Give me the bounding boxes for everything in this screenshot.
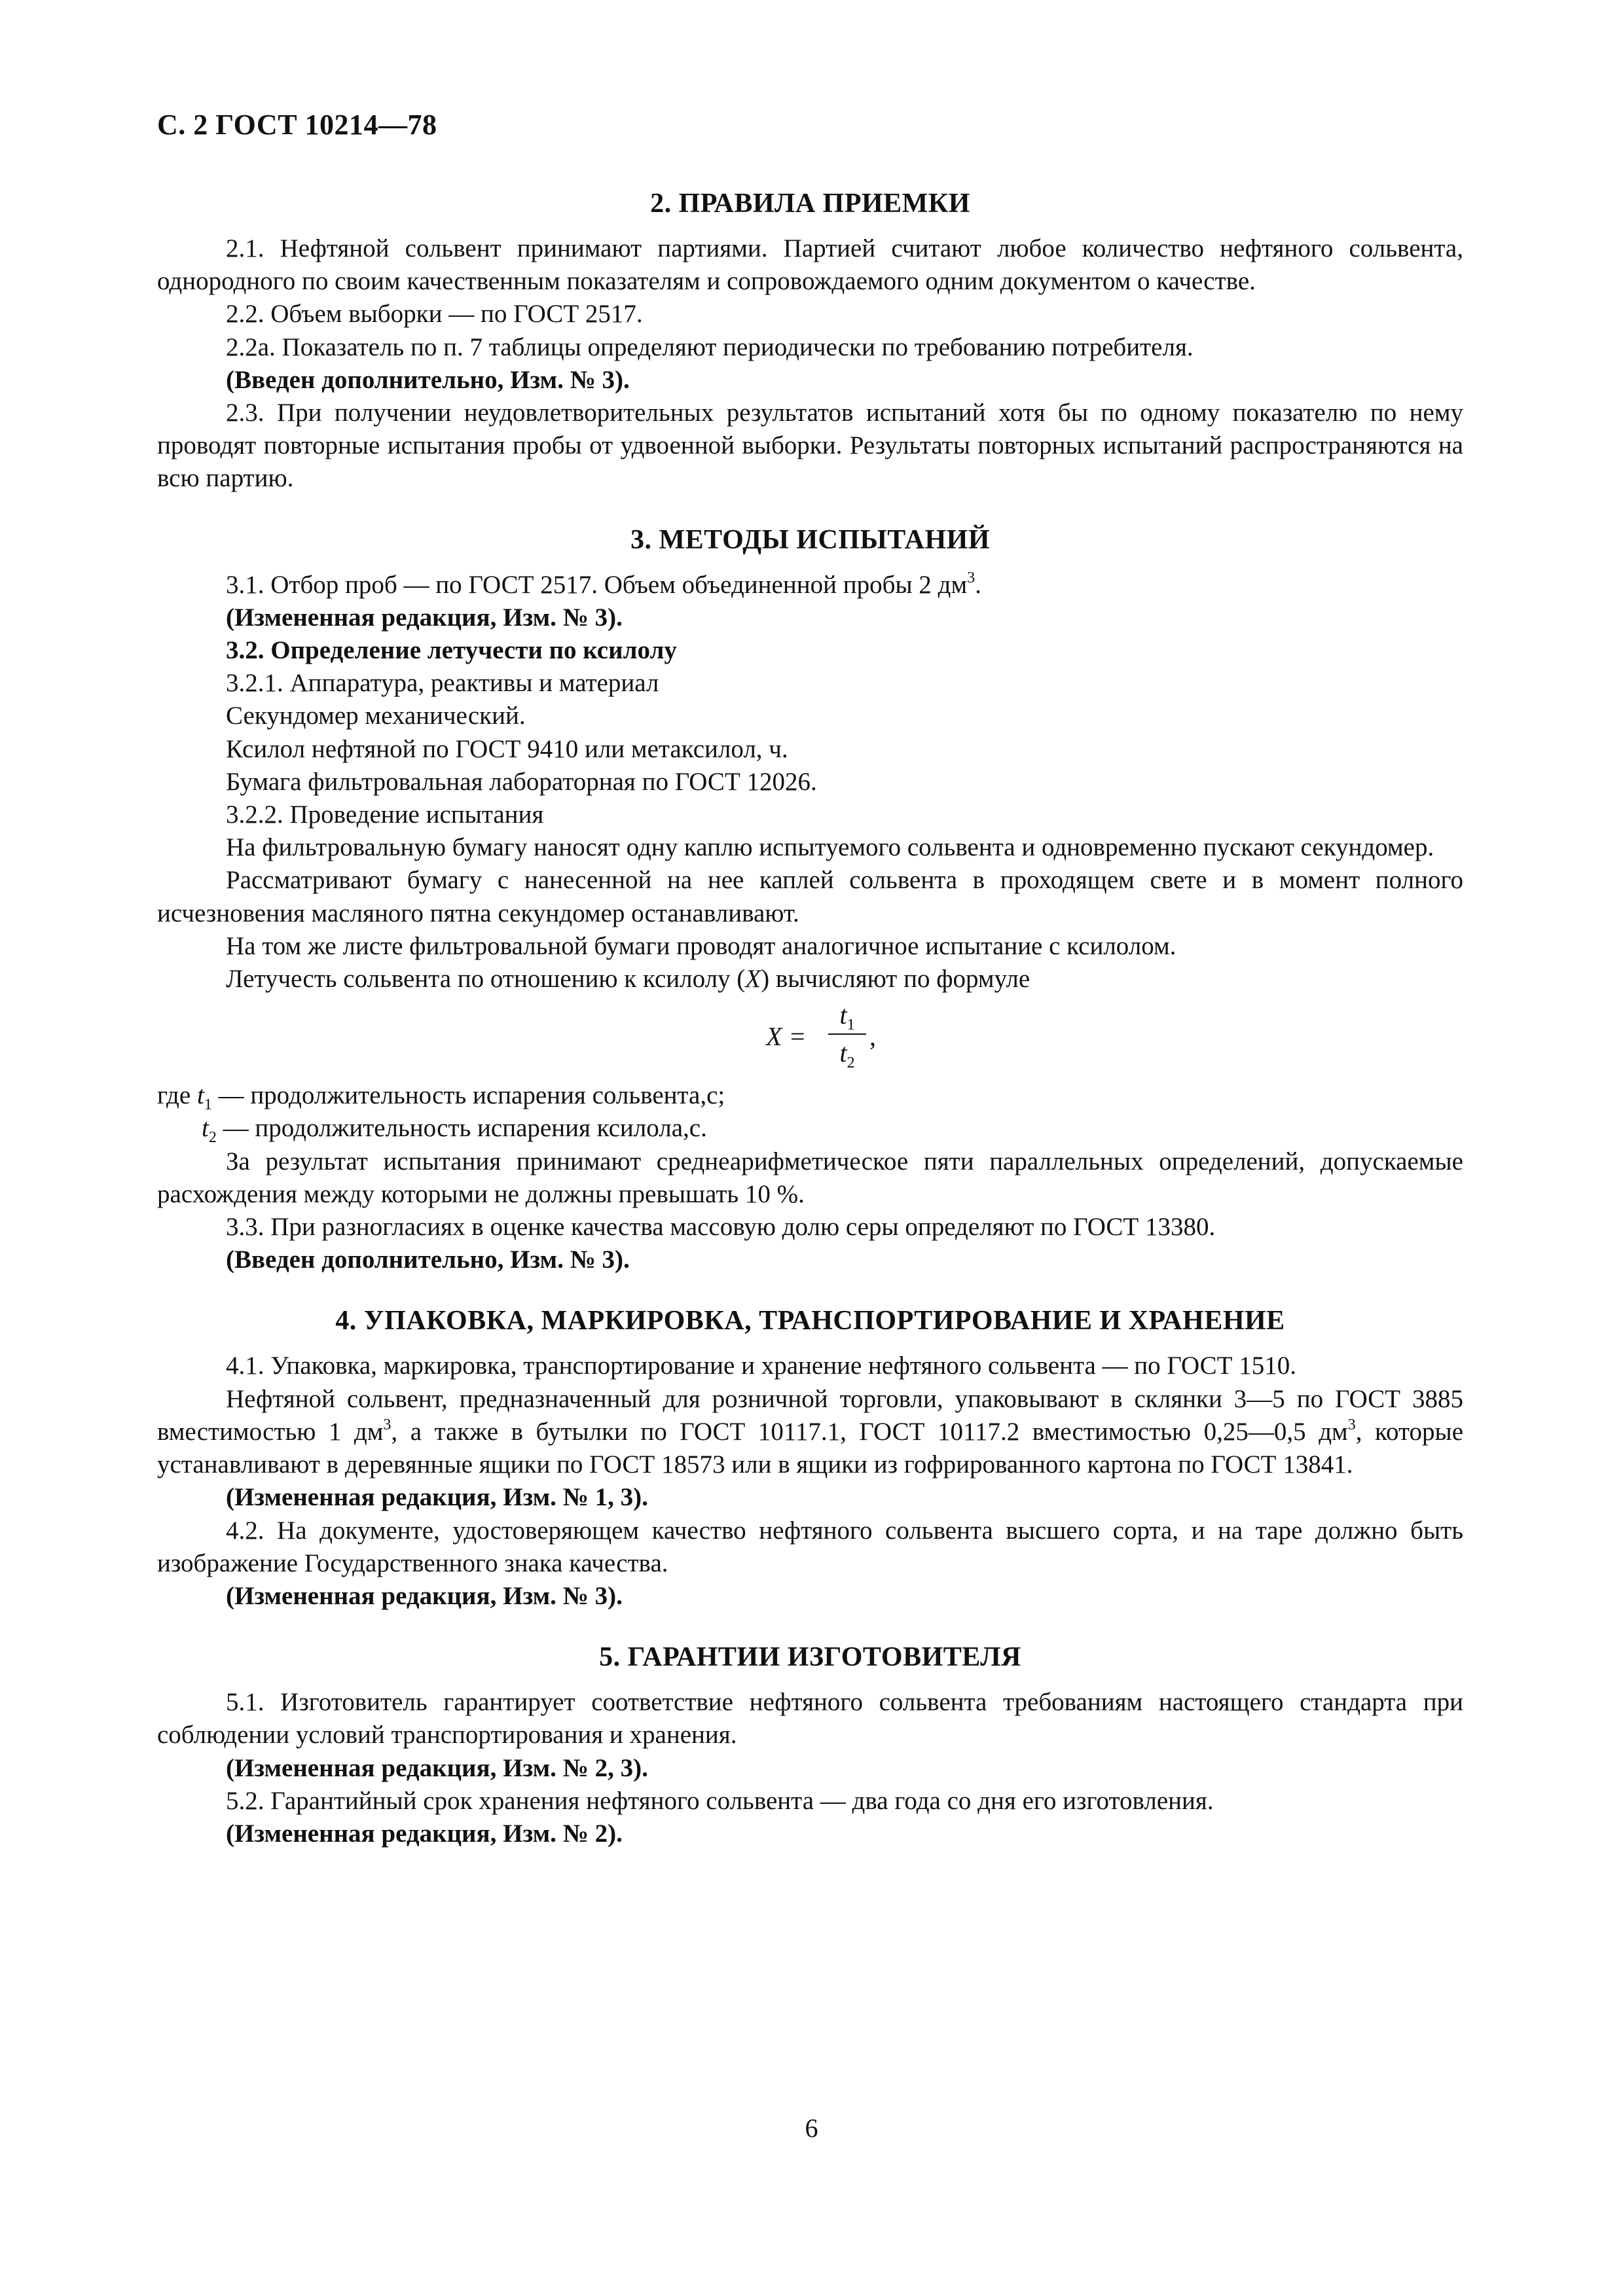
- unit-superscript: 3: [1347, 1416, 1356, 1433]
- amendment-note: (Введен дополнительно, Изм. № 3).: [226, 1246, 630, 1274]
- clause-3-1: [157, 569, 1463, 601]
- where-t1: [157, 1079, 1463, 1112]
- clause-3-1-text: 3.1. Отбор проб — по ГОСТ 2517. Объем объединенной пробы 2 дм: [226, 570, 968, 599]
- section-4-title: 4. УПАКОВКА, МАРКИРОВКА, ТРАНСПОРТИРОВАНИЕ И ХРАНЕНИЕ: [335, 1306, 1285, 1336]
- clause-3-2-heading: 3.2. Определение летучести по ксилолу: [226, 636, 677, 665]
- numerator-subscript: 1: [847, 1016, 855, 1034]
- where-label: где: [157, 1081, 197, 1110]
- t2-subscript: 2: [208, 1129, 217, 1147]
- numerator-var: t: [839, 1000, 847, 1030]
- fraction-bar: [828, 1033, 866, 1035]
- clause-2-2a: 2.2а. Показатель по п. 7 таблицы определяют периодически по требованию потребителя.: [226, 332, 1194, 361]
- page-number: 6: [805, 2113, 818, 2143]
- formula-lhs: [766, 1020, 806, 1053]
- amendment-note: (Измененная редакция, Изм. № 1, 3).: [226, 1483, 648, 1512]
- where-t2: [157, 1112, 1463, 1145]
- clause-2-2: 2.2. Объем выборки — по ГОСТ 2517.: [226, 300, 643, 329]
- amendment-note: (Измененная редакция, Изм. № 2, 3).: [226, 1753, 648, 1782]
- formula-intro-b: ) вычисляют по формуле: [761, 965, 1030, 994]
- amendment-note: (Измененная редакция, Изм. № 3).: [226, 603, 623, 632]
- clause-5-1: 5.1. Изготовитель гарантирует соответствие нефтяного сольвента требованиям настоящего стандарта при соблюдении условий транспортирования и хранения.: [157, 1688, 1463, 1749]
- packaging-text-a: Нефтяной сольвент, предназначенный для розничной торговли, упаковывают в склянки 3—5 по ГОСТ 3885 вместимостью 1 дм: [157, 1384, 1463, 1446]
- clause-4-1: 4.1. Упаковка, маркировка, транспортирование и хранение нефтяного сольвента — по ГОСТ 1510.: [226, 1352, 1296, 1380]
- formula-lhs-text: X =: [766, 1022, 807, 1052]
- formula-numerator: [828, 998, 866, 1032]
- t2-definition: — продолжительность испарения ксилола,с.: [216, 1114, 707, 1143]
- equipment-item: Секундомер механический.: [226, 702, 526, 730]
- formula-fraction: [828, 998, 866, 1070]
- formula-comma: ,: [869, 1022, 876, 1052]
- formula-intro-a: Летучесть сольвента по отношению к ксилолу (: [226, 965, 746, 994]
- t1-subscript: 1: [204, 1096, 212, 1114]
- clause-3-1-end: .: [975, 570, 981, 599]
- variable-x: X: [745, 965, 761, 994]
- result-paragraph: За результат испытания принимают среднеарифметическое пяти параллельных определений, допускаемые расхождения между которыми не должны превышать 10 %.: [157, 1147, 1463, 1208]
- procedure-paragraph: На том же листе фильтровальной бумаги проводят аналогичное испытание с ксилолом.: [226, 931, 1176, 960]
- document-body: [157, 187, 1463, 1850]
- procedure-paragraph: Рассматривают бумагу с нанесенной на нее каплей сольвента в проходящем свете и в момент полного исчезновения масляного пятна секундомер останавливают.: [157, 866, 1463, 927]
- amendment-note: (Измененная редакция, Изм. № 2).: [226, 1819, 623, 1848]
- running-head: С. 2 ГОСТ 10214—78: [157, 109, 437, 141]
- procedure-paragraph: На фильтровальную бумагу наносят одну каплю испытуемого сольвента и одновременно пускают секундомер.: [226, 833, 1434, 862]
- equipment-item: Ксилол нефтяной по ГОСТ 9410 или метаксилол, ч.: [226, 734, 788, 763]
- section-3-title: 3. МЕТОДЫ ИСПЫТАНИЙ: [630, 524, 990, 555]
- formula-intro: [157, 963, 1463, 996]
- t1-definition: — продолжительность испарения сольвента,с;: [211, 1081, 725, 1110]
- t1-var: t: [196, 1081, 204, 1110]
- clause-3-2-2: 3.2.2. Проведение испытания: [226, 800, 544, 829]
- clause-2-3: 2.3. При получении неудовлетворительных результатов испытаний хотя бы по одному показателю по нему проводят повторные испытания пробы от удвоенной выборки. Результаты повторных испытаний распространяются на всю партию.: [157, 399, 1463, 493]
- unit-superscript: 3: [383, 1416, 392, 1433]
- packaging-text-b: , а также в бутылки по ГОСТ 10117.1, ГОСТ 10117.2 вместимостью 0,25—0,5 дм: [391, 1417, 1348, 1446]
- unit-superscript: 3: [967, 569, 976, 586]
- section-2-title: 2. ПРАВИЛА ПРИЕМКИ: [650, 188, 970, 219]
- clause-5-2: 5.2. Гарантийный срок хранения нефтяного сольвента — два года со дня его изготовления.: [226, 1786, 1214, 1815]
- denominator-var: t: [839, 1038, 847, 1068]
- volatility-formula: [157, 998, 1463, 1075]
- t2-var: t: [202, 1114, 209, 1143]
- denominator-subscript: 2: [847, 1054, 855, 1072]
- packaging-text-c: , которые устанавливают в деревянные ящики по ГОСТ 18573 или в ящики из гофрированного картона по ГОСТ 13841.: [157, 1417, 1463, 1479]
- equipment-item: Бумага фильтровальная лабораторная по ГОСТ 12026.: [226, 767, 817, 796]
- amendment-note: (Введен дополнительно, Изм. № 3).: [226, 365, 630, 394]
- packaging-paragraph: [157, 1383, 1463, 1482]
- section-5-title: 5. ГАРАНТИИ ИЗГОТОВИТЕЛЯ: [599, 1642, 1021, 1673]
- clause-3-3: 3.3. При разногласиях в оценке качества массовую долю серы определяют по ГОСТ 13380.: [226, 1213, 1216, 1242]
- clause-4-2: 4.2. На документе, удостоверяющем качество нефтяного сольвента высшего сорта, и на таре должно быть изображение Государственного знака качества.: [157, 1516, 1463, 1577]
- formula-denominator: [828, 1036, 866, 1070]
- clause-2-1: 2.1. Нефтяной сольвент принимают партиями. Партией считают любое количество нефтяного сольвента, однородного по своим качественным показателям и сопровождаемого одним документом о качестве.: [157, 234, 1463, 296]
- amendment-note: (Измененная редакция, Изм. № 3).: [226, 1581, 623, 1610]
- clause-3-2-1: 3.2.1. Аппаратура, реактивы и материал: [226, 669, 659, 698]
